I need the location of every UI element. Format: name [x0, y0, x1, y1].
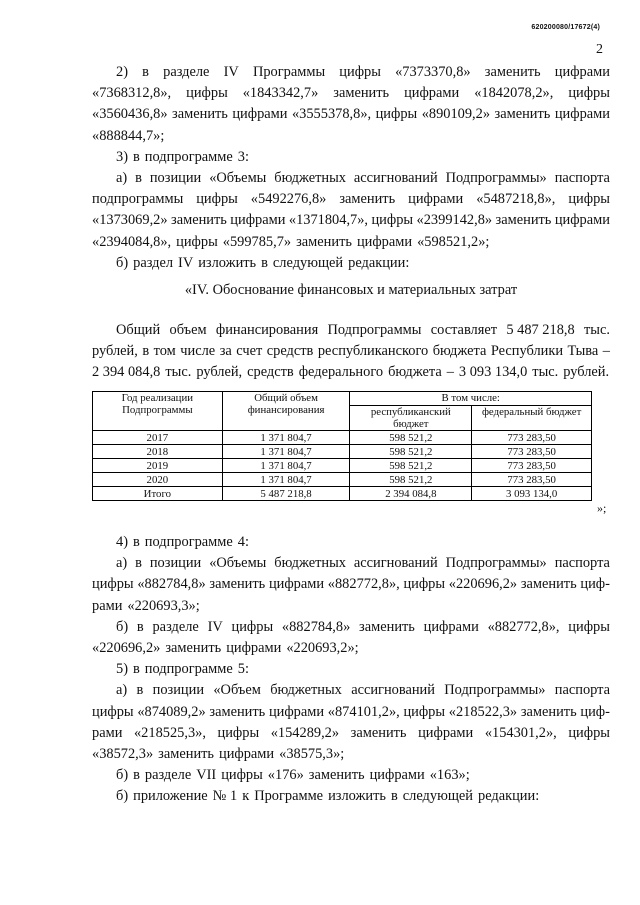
word: заменить — [495, 212, 552, 229]
word: цифры — [196, 191, 238, 208]
word: позиции — [149, 555, 202, 572]
word: «890109,2» — [421, 106, 491, 123]
word: заменить — [158, 746, 214, 763]
word: Подпрограммы — [327, 322, 422, 338]
word: том — [153, 343, 176, 360]
word: б) — [116, 788, 129, 805]
word: республиканского — [317, 343, 429, 360]
word: VII — [196, 767, 217, 784]
header-federal: федеральный бюджет — [472, 406, 592, 431]
word: средств — [266, 343, 314, 360]
word: в — [142, 343, 150, 360]
word: «882784,8» — [281, 618, 351, 635]
word: «1843342,7» — [242, 85, 319, 102]
lines-top-container — [92, 62, 610, 274]
word: тыс. — [583, 322, 610, 338]
cell-republic: 2 394 084,8 — [350, 487, 472, 501]
word: цифры — [339, 64, 381, 80]
word: цифры — [568, 618, 610, 635]
word: бюджета — [432, 343, 487, 360]
word: цифрами — [554, 106, 610, 123]
text-line — [92, 126, 610, 147]
header-total: Общий объем финансирования — [222, 392, 350, 431]
word: 3: — [237, 148, 249, 165]
word: редакции: — [348, 254, 410, 271]
word: цифрами — [554, 64, 610, 80]
word: заменить — [165, 640, 222, 657]
header-republic: республиканский бюджет — [350, 406, 472, 431]
word: счет — [236, 343, 263, 360]
word: федерального — [298, 364, 384, 381]
word: цифрами — [226, 640, 282, 657]
word: «163»; — [429, 767, 470, 784]
text-line — [92, 210, 610, 231]
word: «3555378,8», — [291, 106, 372, 123]
word: в — [136, 618, 144, 635]
word: Программе — [254, 788, 324, 805]
word: в — [142, 64, 149, 80]
word: б) — [116, 767, 129, 784]
word: «154289,2» — [270, 724, 340, 741]
word: цифрами — [423, 618, 479, 635]
word: числе — [180, 343, 216, 360]
cell-total: 1 371 804,7 — [222, 473, 350, 487]
word: подпрограмме — [144, 534, 233, 550]
word: бюджетных — [274, 170, 346, 187]
text-line — [92, 596, 610, 617]
word: изложить — [328, 788, 386, 805]
text-line — [92, 320, 610, 341]
text-line — [92, 553, 610, 574]
word: заменить — [296, 233, 352, 250]
word: «220693,2»; — [286, 640, 359, 657]
word: заменить — [172, 106, 228, 123]
cell-federal: 773 283,50 — [472, 473, 592, 487]
table-closing-mark: »; — [597, 501, 607, 515]
cell-year: 2019 — [93, 459, 223, 473]
cell-total: 1 371 804,7 — [222, 431, 350, 445]
word: IV — [178, 254, 194, 271]
word: «598521,2»; — [417, 233, 490, 250]
word: «882772,8», — [487, 618, 560, 635]
word: рублей, — [196, 364, 243, 381]
cell-year: 2017 — [93, 431, 223, 445]
word: «2394084,8», — [92, 233, 172, 250]
word: «1373069,2» — [92, 212, 168, 229]
word: рами — [92, 724, 123, 741]
text-line — [92, 253, 610, 274]
word: цифрами — [408, 191, 464, 208]
paragraph-group-bottom — [92, 532, 610, 808]
word: паспорта — [554, 555, 610, 572]
word: а) — [116, 682, 128, 699]
word: 3 093 134,0 — [458, 364, 528, 381]
word: «1842078,2», — [474, 85, 554, 102]
word: «220693,3»; — [127, 597, 200, 614]
cell-year: 2018 — [93, 445, 223, 459]
word: цифрами — [356, 233, 413, 250]
word: редакции: — [478, 788, 540, 805]
word: тыс. — [532, 364, 559, 381]
word: «874101,2», — [327, 703, 400, 720]
word: заменить — [171, 212, 227, 229]
word: № 1 — [212, 788, 238, 805]
word: позиции — [152, 682, 205, 699]
word: цифрами — [369, 767, 425, 784]
cell-year: 2020 — [93, 473, 223, 487]
word: цифры — [568, 724, 610, 741]
word: «220696,2» — [92, 640, 161, 657]
word: «218522,3» — [448, 703, 518, 720]
word: заменить — [520, 703, 577, 720]
word: следующей — [272, 254, 344, 271]
word: объем — [169, 322, 207, 338]
word: в — [133, 661, 140, 678]
word: б) — [116, 618, 129, 635]
table-row — [93, 445, 592, 459]
cell-year: Итого — [93, 487, 223, 501]
word: «1371804,7», — [288, 212, 369, 229]
word: «218525,3», — [133, 724, 206, 741]
word: заменить — [308, 767, 365, 784]
cell-federal: 773 283,50 — [472, 459, 592, 473]
section-heading: «IV. Обоснование финансовых и материальных затрат — [184, 282, 518, 298]
word: цифры — [92, 703, 134, 720]
table-row — [93, 459, 592, 473]
paragraph-financing — [92, 320, 610, 384]
word: цифрами — [219, 746, 275, 763]
word: Тыва — [567, 343, 599, 360]
word: б) — [116, 254, 129, 271]
word: «Объем — [213, 682, 261, 699]
word: тыс. — [165, 364, 192, 381]
word: к — [242, 788, 250, 805]
word: 3) — [116, 148, 128, 165]
header-year: Год реализации Подпрограммы — [93, 392, 223, 431]
word: «Объемы — [209, 555, 267, 572]
text-line — [92, 104, 610, 125]
word: 2) — [116, 64, 128, 80]
word: – — [446, 364, 454, 381]
word: цифры — [221, 767, 263, 784]
text-line — [92, 362, 610, 383]
text-line — [92, 532, 610, 553]
cell-republic: 598 521,2 — [350, 431, 472, 445]
word: «176» — [267, 767, 304, 784]
word: в — [135, 555, 142, 572]
word: 2 394 084,8 — [92, 364, 161, 381]
lines-bottom-container — [92, 532, 610, 808]
word: Программы — [252, 64, 326, 80]
word: «Объемы — [209, 170, 267, 187]
text-line — [92, 189, 610, 210]
word: финансирования — [215, 322, 319, 338]
word: в — [390, 788, 398, 805]
text-line — [92, 168, 610, 189]
word: цифрами — [554, 212, 610, 229]
word: «599785,7» — [222, 233, 292, 250]
word: в — [133, 767, 140, 784]
word: изложить — [198, 254, 257, 271]
word: заменить — [350, 724, 407, 741]
word: цифры — [375, 106, 418, 123]
word: приложение — [133, 788, 208, 805]
word: бюджетных — [270, 682, 342, 699]
word: цифры — [403, 576, 446, 593]
word: циф- — [580, 576, 610, 593]
word: заменить — [333, 85, 390, 102]
word: рами — [92, 597, 123, 614]
word: в — [133, 148, 140, 165]
word: цифрами — [230, 212, 286, 229]
word: в — [133, 534, 140, 550]
word: «888844,7»; — [92, 127, 165, 144]
word: заменить — [494, 106, 551, 123]
word: цифры — [568, 85, 610, 102]
word: циф- — [580, 703, 610, 720]
text-line — [92, 232, 610, 253]
word: паспорта — [554, 170, 610, 187]
text-line — [92, 765, 610, 786]
word: цифры — [568, 191, 610, 208]
word: 5) — [116, 661, 128, 678]
header-including: В том числе: — [350, 392, 592, 406]
cell-republic: 598 521,2 — [350, 459, 472, 473]
word: средств — [247, 364, 294, 381]
word: «882772,8», — [327, 576, 400, 593]
word: «2399142,8» — [416, 212, 493, 229]
word: Общий — [116, 322, 161, 338]
word: 4) — [116, 534, 128, 550]
word: Подпрограммы» — [444, 682, 546, 699]
word: разделе — [144, 767, 192, 784]
word: цифрами — [404, 85, 460, 102]
word: рублей, — [92, 343, 138, 360]
word: паспорта — [554, 682, 610, 699]
cell-total: 1 371 804,7 — [222, 445, 350, 459]
cell-federal: 773 283,50 — [472, 431, 592, 445]
text-line — [92, 680, 610, 701]
word: цифрами — [418, 724, 474, 741]
word: подпрограмме — [144, 148, 233, 165]
word: 4: — [237, 534, 249, 550]
word: следующей — [402, 788, 473, 805]
table-row-total — [93, 487, 592, 501]
word: заменить — [520, 576, 577, 593]
word: «874089,2» — [137, 703, 206, 720]
word: заменить — [209, 703, 266, 720]
word: подпрограммы — [92, 191, 184, 208]
text-line — [92, 83, 610, 104]
text-line — [92, 341, 610, 362]
word: «154301,2», — [484, 724, 557, 741]
text-line — [92, 659, 610, 680]
word: – — [602, 343, 610, 360]
word: а) — [116, 170, 128, 187]
cell-federal: 773 283,50 — [472, 445, 592, 459]
word: заменить — [339, 191, 396, 208]
word: позиции — [149, 170, 202, 187]
word: рублей. — [563, 364, 610, 381]
table-row — [93, 431, 592, 445]
word: заменить — [359, 618, 415, 635]
word: 5: — [237, 661, 249, 678]
paragraph-group-top — [92, 62, 610, 274]
word: в — [135, 170, 142, 187]
text-line — [92, 744, 610, 765]
word: бюджета — [388, 364, 442, 381]
word: заменить — [209, 576, 266, 593]
word: разделе — [163, 64, 210, 80]
word: цифры — [231, 618, 274, 635]
word: подпрограмме — [144, 661, 233, 678]
word: Подпрограммы» — [445, 555, 547, 572]
word: «38572,3» — [92, 746, 154, 763]
word: заменить — [484, 64, 541, 80]
cell-republic: 598 521,2 — [350, 473, 472, 487]
word: IV — [207, 618, 223, 635]
word: Подпрограммы» — [445, 170, 547, 187]
word: составляет — [430, 322, 498, 338]
word: в — [136, 682, 144, 699]
page-number: 2 — [596, 42, 603, 57]
financing-table — [92, 391, 592, 501]
word: ассигнований — [351, 682, 435, 699]
word: а) — [116, 555, 128, 572]
word: цифры — [403, 703, 446, 720]
cell-total: 1 371 804,7 — [222, 459, 350, 473]
cell-total: 5 487 218,8 — [222, 487, 350, 501]
word: «5492276,8» — [250, 191, 327, 208]
word: Республики — [490, 343, 564, 360]
word: «38575,3»; — [279, 746, 345, 763]
word: цифры — [176, 233, 218, 250]
text-line — [92, 574, 610, 595]
word: 5 487 218,8 — [506, 322, 575, 338]
word: «7368312,8», — [92, 85, 172, 102]
cell-federal: 3 093 134,0 — [472, 487, 592, 501]
text-line — [92, 786, 610, 807]
word: IV — [223, 64, 239, 80]
word: цифрами — [232, 106, 288, 123]
text-line — [92, 617, 610, 638]
text-line — [92, 62, 610, 83]
word: «220696,2» — [448, 576, 518, 593]
word: цифры — [217, 724, 260, 741]
text-line — [92, 638, 610, 659]
word: цифры — [371, 212, 414, 229]
word: ассигнований — [353, 555, 438, 572]
word: бюджетных — [274, 555, 346, 572]
lines-mid-container — [92, 320, 610, 384]
cell-republic: 598 521,2 — [350, 445, 472, 459]
text-line — [92, 147, 610, 168]
text-line — [92, 723, 610, 744]
table-row — [93, 473, 592, 487]
word: цифры — [186, 85, 228, 102]
text-line — [92, 702, 610, 723]
word: раздел — [133, 254, 174, 271]
word: за — [219, 343, 232, 360]
document-number: 620200080/17672(4) — [531, 24, 600, 31]
word: разделе — [152, 618, 199, 635]
word: в — [261, 254, 268, 271]
word: «3560436,8» — [92, 106, 168, 123]
word: «7373370,8» — [395, 64, 471, 80]
word: «882784,8» — [137, 576, 206, 593]
word: цифры — [92, 576, 134, 593]
word: ассигнований — [353, 170, 438, 187]
word: «5487218,8», — [476, 191, 556, 208]
word: цифрами — [268, 576, 325, 593]
word: цифрами — [268, 703, 325, 720]
